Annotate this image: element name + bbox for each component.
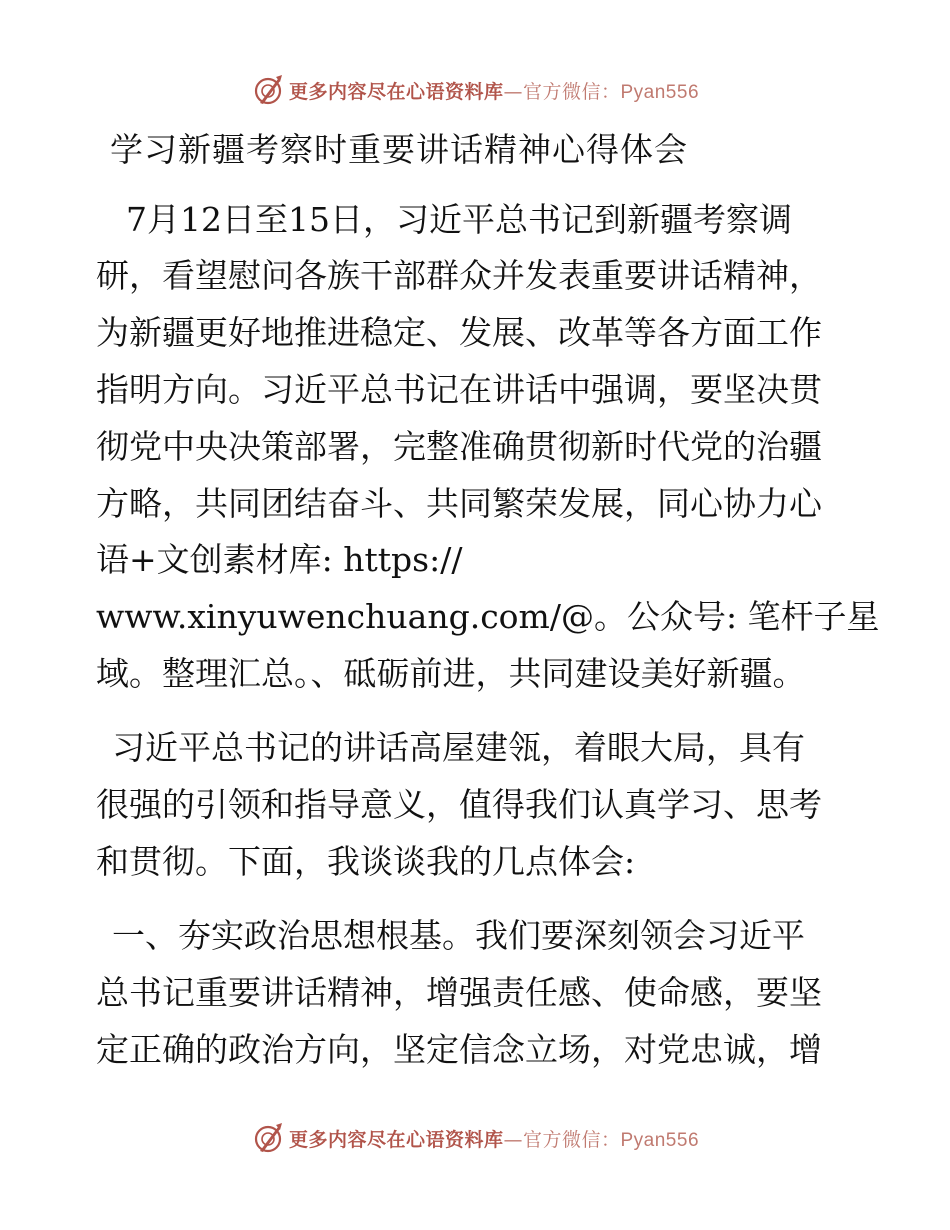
body-line-url: www.xinyuwenchuang.com/@。公众号: 笔杆子星	[96, 597, 880, 636]
footer-watermark-banner	[0, 1118, 950, 1158]
body-line: 总书记重要讲话精神，增强责任感、使命感，要坚	[96, 973, 822, 1012]
document-title: 学习新疆考察时重要讲话精神心得体会	[110, 130, 688, 169]
watermark-wechat-label: 官方微信：	[522, 80, 621, 103]
watermark-wechat-id: Pyan556	[620, 81, 700, 103]
quill-seal-icon	[251, 1121, 285, 1155]
watermark-separator: —	[503, 80, 523, 103]
watermark-text	[289, 1125, 699, 1152]
body-line: 为新疆更好地推进稳定、发展、改革等各方面工作	[96, 313, 822, 352]
section-heading-line: 一、夯实政治思想根基。我们要深刻领会习近平	[112, 916, 805, 955]
quill-seal-icon	[251, 73, 285, 107]
body-line: 方略，共同团结奋斗、共同繁荣发展，同心协力心	[96, 484, 822, 523]
body-line: 习近平总书记的讲话高屋建瓴，着眼大局，具有	[112, 728, 805, 767]
watermark-site-text: 更多内容尽在心语资料库	[288, 80, 504, 103]
watermark-site-text: 更多内容尽在心语资料库	[288, 1128, 504, 1151]
watermark-wechat-label: 官方微信：	[522, 1128, 621, 1151]
body-line: 7月12日至15日，习近平总书记到新疆考察调	[126, 200, 792, 239]
watermark-wechat-id: Pyan556	[620, 1129, 700, 1151]
body-line-url-start: 语+文创素材库: https://	[96, 540, 463, 579]
body-line: 彻党中央决策部署，完整准确贯彻新时代党的治疆	[96, 427, 822, 466]
body-line: 和贯彻。下面，我谈谈我的几点体会:	[96, 842, 636, 881]
body-line: 很强的引领和指导意义，值得我们认真学习、思考	[96, 785, 822, 824]
body-line: 指明方向。习近平总书记在讲话中强调，要坚决贯	[96, 370, 822, 409]
header-watermark-banner	[0, 70, 950, 110]
body-line: 域。整理汇总。、砥砺前进，共同建设美好新疆。	[96, 654, 806, 693]
watermark-separator: —	[503, 1128, 523, 1151]
watermark-text	[289, 77, 699, 104]
body-line: 定正确的政治方向，坚定信念立场，对党忠诚，增	[96, 1030, 822, 1069]
body-line: 研，看望慰问各族干部群众并发表重要讲话精神，	[96, 256, 822, 295]
